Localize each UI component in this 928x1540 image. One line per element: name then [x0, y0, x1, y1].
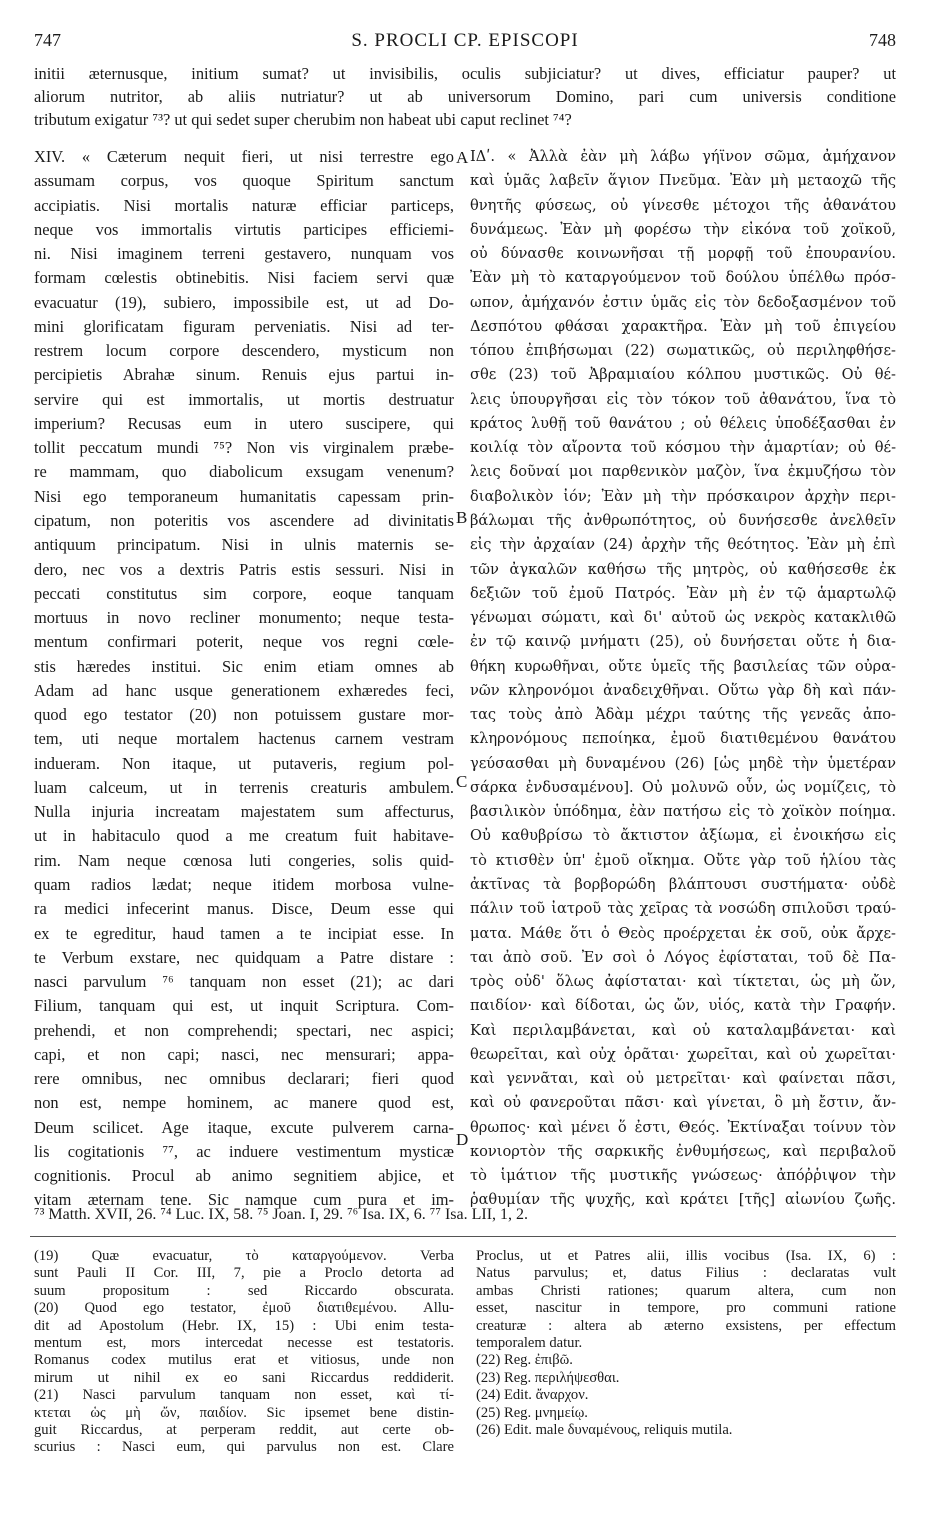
text-line: (19) Quæ evacuatur, τὸ καταργούμενον. Verba — [34, 1248, 454, 1264]
text-line: ματα. Μάθε ὅτι ὁ Θεὸς προέρχεται ἐκ σοῦ, οὐκ ἄρχε- — [470, 924, 896, 942]
text-line: mortuus in novo recliner monumento; neque testa- — [34, 608, 454, 628]
text-line: esset, nascitur in tempore, pro communi ratione — [476, 1300, 896, 1317]
text-line: mentum est, mors intercedat necesse est testatoris. — [34, 1335, 454, 1352]
text-line: κληρονόμους πεποίηκα, ἐμοῦ διατιθεμένου θανάτου — [470, 730, 896, 748]
text-line: dit ad Apostolum (Hebr. IX, 15) : Ubi enim testa- — [34, 1317, 454, 1334]
text-line: βάλωμαι τῆς ἀνθρωπότητος, οὐ δυνήσεσθε ἀνελθεῖν — [470, 511, 896, 529]
text-line: Δεσπότου φθάσαι χαρακτῆρα. Ἐὰν μὴ τοῦ ἐπιγείου — [470, 317, 896, 335]
text-line: rere omnibus, nec omnibus declarari; fieri quod — [34, 1069, 454, 1089]
text-line: παιδίον· καὶ δίδοται, ὡς ὤν, υἱός, κατὰ τὴν Γραφήν. — [470, 997, 896, 1015]
text-line: quam radios lædat; neque itidem morbosa vulne- — [34, 874, 454, 894]
intro-paragraph — [34, 62, 896, 131]
text-line: restrem locum corpore descendero, mysticum non — [34, 341, 454, 361]
text-line: assumam corpus, vos quoque Spiritum sanctum — [34, 171, 454, 191]
text-line: θρωπος· καὶ μένει ὅ ἐστι, Θεός. Ἐκτίναξαι τοίνυν τὸν — [470, 1118, 896, 1136]
text-line: τὸ κτισθὲν ὑπ' ἐμοῦ οἴκημα. Οὔτε γὰρ τοῦ ἡλίου τὰς — [470, 851, 896, 869]
footnote-divider — [30, 1236, 896, 1237]
text-line: Romanus codex mutilus erat et vitiosus, unde non — [34, 1352, 454, 1369]
text-line: τρὸς οὐδ' ὅλως ἀφίσταται· καὶ τίκτεται, ὡς μὴ ὤν, — [470, 973, 896, 991]
text-line: tollit peccatum mundi ⁷⁵? Non vis virginalem præbe- — [34, 438, 454, 458]
text-line: (25) Reg. μνημείῳ. — [476, 1404, 588, 1421]
text-line: Καὶ περιλαμβάνεται, καὶ οὐ καταλαμβάνεται· καὶ — [470, 1021, 896, 1039]
text-line: tributum exigatur ⁷³? ut qui sedet super cherubim non habeat ubi caput reclinet ⁷⁴? — [34, 110, 572, 129]
text-line: vitam æternam tene. Sic namque cum pura et im- — [34, 1190, 454, 1210]
text-line: ται ἀπὸ σοῦ. Ἐν σοὶ ὁ Λόγος ἐφίσταται, τοῦ δὲ Πα- — [470, 948, 896, 966]
notes-left-column — [34, 1248, 454, 1457]
text-line: stis hæredes institui. Sic enim etiam omnes ab — [34, 656, 454, 676]
text-line: indueram. Non itaque, ut putaveris, regium pol- — [34, 753, 454, 773]
text-line: prehendi, et non comprehendi; spectari, nec aspici; — [34, 1020, 454, 1040]
text-line: τὸ ἱμάτιον τῆς μυστικῆς γνώσεως· ἀπόῤῥιψον τὴν — [470, 1167, 896, 1185]
text-line: ῥαθυμίαν τῆς ψυχῆς, καὶ κράτει [τῆς] αἰωνίου ζωῆς. — [470, 1191, 896, 1209]
text-line: neque vos immortalis virtutis participes efficiemi- — [34, 219, 454, 239]
text-line: Nulla injuria increatam majestatem sum affecturus, — [34, 802, 454, 822]
text-line: re mammam, quo diabolicum exsugam venenum? — [34, 462, 454, 482]
text-line: te Verbum exstare, nec quidquam a Patre distare : — [34, 947, 454, 967]
text-line: rim. Nam neque cœnosa luti congeries, solis quid- — [34, 850, 454, 870]
margin-letter-b: B — [456, 508, 468, 527]
scripture-references: ⁷³ Matth. XVII, 26. ⁷⁴ Luc. IX, 58. ⁷⁵ Joan. I, 29. ⁷⁶ Isa. IX, 6. ⁷⁷ Isa. LII, 1, 2. — [34, 1206, 529, 1223]
text-line: κτεται ὡς μὴ ὤν, παιδίον. Sic ipsemet bene distin- — [34, 1404, 454, 1421]
text-line: Proclus, ut et Patres alii, illis vocibus (Isa. IX, 6) : — [476, 1248, 896, 1264]
text-line: ex te egreditur, haud tamen a te incipiat esse. In — [34, 923, 454, 943]
text-line: λεις ὑπουργῆσαι εἰς τὸν τόκον τοῦ ἀθανάτου, ἵνα τὸ — [470, 390, 896, 408]
running-header — [34, 30, 896, 54]
text-line: καὶ ὑμᾶς λαβεῖν ἅγιον Πνεῦμα. Ἐὰν μὴ μεταοχῶ τῆς — [470, 172, 896, 190]
text-line: Natus parvulus; et, datus Filius : declaratas vult — [476, 1265, 896, 1282]
text-line: οὐ δύνασθε κοινωνῆσαι τῇ μορφῇ τοῦ ἐπουρανίου. — [470, 245, 896, 263]
text-line: dero, nec vos a dextris Patris estis sessuri. Nisi in — [34, 559, 454, 579]
text-line: ἀκτῖνας τὰ βορβορώδη βλάπτουσι συστήματα· οὐδὲ — [470, 875, 896, 893]
text-line: σθε (23) τοῦ Ἀβραμιαίου κόλπου μυστικῶς. Οὐ θέ- — [470, 366, 896, 384]
text-line: λεις δοῦναί μοι παρθενικὸν μαζὸν, ἵνα ἐκμυζήσω τὸν — [470, 463, 896, 481]
text-line: guit Riccardus, at perperam reddit, aut certe ob- — [34, 1422, 454, 1439]
text-line: cipatum, non poteritis vos ascendere ad divinitatis — [34, 510, 454, 530]
text-line: ἐν τῷ καινῷ μνήματι (25), οὐ δυνήσεται οὔτε ἡ δια- — [470, 633, 896, 651]
text-line: mirum ut nihil ex eo sani Riccardus reddiderit. — [34, 1369, 454, 1386]
margin-letter-d: D — [456, 1130, 469, 1149]
text-line: γεύσασθαι μὴ δυναμένου (26) [ὡς μηδὲ τὴν ὑμετέραν — [470, 754, 896, 772]
text-line: πάλιν τοῦ ἰατροῦ τὰς χεῖρας τὰ νοσώδη σπιλοῦσι τραύ- — [470, 900, 896, 918]
text-line: κοιλίᾳ τὸν αἴροντα τοῦ κόσμου τὴν ἁμαρτίαν; οὐ θέ- — [470, 439, 896, 457]
text-line: luam calceum, ut in terrenis creaturis ambulem. — [34, 777, 454, 797]
text-line: accipiatis. Nisi mortalis naturæ efficiar particeps, — [34, 195, 454, 215]
text-line: (22) Reg. ἐπιβῶ. — [476, 1352, 573, 1369]
text-line: θήκη κυρωθῆναι, οὔτε ὑμεῖς τῆς βασιλείας τῶν οὐρα- — [470, 657, 896, 675]
text-line: σάρκα ἐνδυσαμένου]. Οὐ μολυνῶ οὖν, ὡς νομίζεις, τὸ — [470, 778, 896, 796]
text-line: βασιλικὸν ὑπόδημα, ἐὰν πατήσω εἰς τὸ χοϊκὸν ποίημα. — [470, 803, 896, 821]
text-line: (26) Edit. male δυναμένους, reliquis mutila. — [476, 1422, 733, 1439]
text-line: tem, uti neque mortalem hactenus carnem vestram — [34, 729, 454, 749]
text-line: ωπον, ἀμήχανόν ἐστιν ὑμᾶς εἰς τὸν δεδοξασμένον τοῦ — [470, 293, 896, 311]
text-line: (21) Nasci parvulum tanquam non esset, καὶ τί- — [34, 1387, 454, 1404]
text-line: τῶν ἀγκαλῶν καθήσω τῆς μητρὸς, οὐ καθήσεσθε ἐκ — [470, 560, 896, 578]
page-number-left: 747 — [34, 30, 61, 50]
text-line: non est, nempe hominem, ac manere quod est, — [34, 1093, 454, 1113]
text-line: XIV. « Cæterum nequit fieri, ut nisi terrestre ego — [34, 147, 454, 166]
text-line: Deum scilicet. Age itaque, excute pulverem carna- — [34, 1117, 454, 1137]
text-line: Adam ad hanc usque generationem exhæredes feci, — [34, 680, 454, 700]
text-line: Ἐὰν μὴ τὸ καταργούμενον τοῦ δούλου ὑπέλθω πρόσ- — [470, 269, 896, 287]
text-line: τόπου ἐπιβήσωμαι (22) σωματικῶς, οὐ περιληφθήσε- — [470, 342, 896, 360]
text-line: γένωμαι σώματι, καὶ δι' αὐτοῦ ὡς νεκρὸς κατακλιθῶ — [470, 609, 896, 627]
greek-column — [470, 145, 896, 1213]
text-line: imperium? Recusas eum in utero suscipere, qui — [34, 413, 454, 433]
text-line: mentum confirmari poterit, neque vos regni cœle- — [34, 632, 454, 652]
text-line: ni. Nisi imaginem terreni gestavero, nunquam vos — [34, 244, 454, 264]
text-line: δεξιῶν τοῦ ἐμοῦ Πατρός. Ἐὰν μὴ ἐν τῷ ἁμαρτωλῷ — [470, 584, 896, 602]
text-line: κονιορτὸν τῆς σαρκικῆς ἐνθυμήσεως, καὶ περιβαλοῦ — [470, 1142, 896, 1160]
running-title: S. PROCLI CP. EPISCOPI — [351, 30, 579, 51]
text-line: εἰς τὴν ἀρχαίαν (24) ἀρχὴν τῆς θεότητος. Ἐὰν μὴ ἐπὶ — [470, 536, 896, 554]
text-line: καὶ γεννᾶται, καὶ οὐ μετρεῖται· καὶ φαίνεται πᾶσι, — [470, 1070, 896, 1088]
text-line: initii æternusque, initium sumat? ut invisibilis, oculis subjiciatur? ut dives, efficiatur pauper? ut — [34, 64, 896, 83]
margin-letter-a: A — [456, 148, 469, 167]
text-line: peccati constitutus sim corpore, eoque tanquam — [34, 583, 454, 603]
latin-column — [34, 145, 454, 1213]
text-line: aliorum nutritor, ab aliis nutriatur? ut ab universorum Domino, pari cum universis conditione — [34, 87, 896, 106]
text-line: servire qui est immortalis, ut mortis destruatur — [34, 389, 454, 409]
text-line: capi, et non capi; nasci, nec mensurari; appa- — [34, 1044, 454, 1064]
text-line: Nisi ego temporaneum humanitatis capessam prin- — [34, 486, 454, 506]
text-line: ra medici infecerint manus. Disce, Deum esse qui — [34, 899, 454, 919]
text-line: ut in habitaculo quod a me creatum fuit habitave- — [34, 826, 454, 846]
margin-letter-c: C — [456, 772, 468, 791]
text-line: formam cœlestis obtinebitis. Nisi faciem servi quæ — [34, 268, 454, 288]
text-line: evacuatur (19), subiero, impossibile est, ut ad Do- — [34, 292, 454, 312]
text-line: καὶ οὐ φανεροῦται πᾶσι· καὶ γίνεται, ὃ μὴ ἔστιν, ἄν- — [470, 1094, 896, 1112]
text-line: quod ego testator (20) non potuissem gustare mor- — [34, 705, 454, 725]
text-line: antiquum principatum. Nisi in ulnis maternis se- — [34, 535, 454, 555]
text-line: suum propositum : sed Riccardo obscurata. — [34, 1282, 454, 1299]
text-line: creaturæ : altera ab æterno exsistens, per effectum — [476, 1317, 896, 1334]
text-line: τας τοὺς ἀπὸ Ἀδὰμ μέχρι ταύτης τῆς γενεᾶς ἀπο- — [470, 706, 896, 724]
text-line: nasci parvulum ⁷⁶ tanquam non esset (21); ac dari — [34, 972, 454, 992]
text-line: Οὐ καθυβρίσω τὸ ἄκτιστον ἀξίωμα, εἰ ἐνοικήσω εἰς — [470, 827, 896, 845]
text-line: νῶν κληρονόμοι ἀναδειχθῆναι. Οὕτω γὰρ δὴ καὶ πάν- — [470, 681, 896, 699]
text-line: sunt Pauli II Cor. III, 7, pie a Proclo detorta ad — [34, 1265, 454, 1282]
text-line: διαβολικὸν ἰόν; Ἐὰν μὴ τὴν πρόσκαιρον ἀρχὴν περι- — [470, 487, 896, 505]
text-line: lis cogitationis ⁷⁷, ac induere vestimentum mysticæ — [34, 1141, 454, 1161]
text-line: θνητῆς φύσεως, οὐ γίνεσθε μέτοχοι τῆς ἀθανάτου — [470, 196, 896, 214]
text-line: (20) Quod ego testator, ἐμοῦ διατιθεμένου. Allu- — [34, 1300, 454, 1317]
text-line: cognitionis. Procul ab animo segnitiem abjice, et — [34, 1166, 454, 1186]
text-line: Filium, tanquam qui est, ut inquit Scriptura. Com- — [34, 996, 454, 1016]
text-line: (24) Edit. ἄναρχον. — [476, 1387, 589, 1404]
text-line: δυνάμεως. Ἐὰν μὴ φορέσω τὴν εἰκόνα τοῦ χοϊκοῦ, — [470, 220, 896, 238]
text-line: mini glorificatam figuram perveniatis. Nisi ad ter- — [34, 316, 454, 336]
page-number-right: 748 — [869, 30, 896, 50]
text-line: ΙΔʹ. « Ἀλλὰ ἐὰν μὴ λάβω γήϊνον σῶμα, ἀμήχανον — [470, 148, 896, 165]
text-line: percipietis Abrahæ sinum. Renuis ejus partui in- — [34, 365, 454, 385]
text-line: θεωρεῖται, καὶ οὐχ ὁρᾶται· χωρεῖται, καὶ οὐ χωρεῖται· — [470, 1045, 896, 1063]
text-line: temporalem datur. — [476, 1335, 583, 1352]
text-line: κράτος λυθῇ τοῦ θανάτου ; οὐ θέλεις ὑποδέξασθαι ἐν — [470, 414, 896, 432]
text-line: scurius : Nasci eum, qui parvulus non est. Clare — [34, 1439, 454, 1456]
text-line: (23) Reg. περιλήψεσθαι. — [476, 1369, 620, 1386]
notes-right-column — [476, 1248, 896, 1439]
text-line: ambas Christi rationes; quarum altera, cum non — [476, 1282, 896, 1299]
